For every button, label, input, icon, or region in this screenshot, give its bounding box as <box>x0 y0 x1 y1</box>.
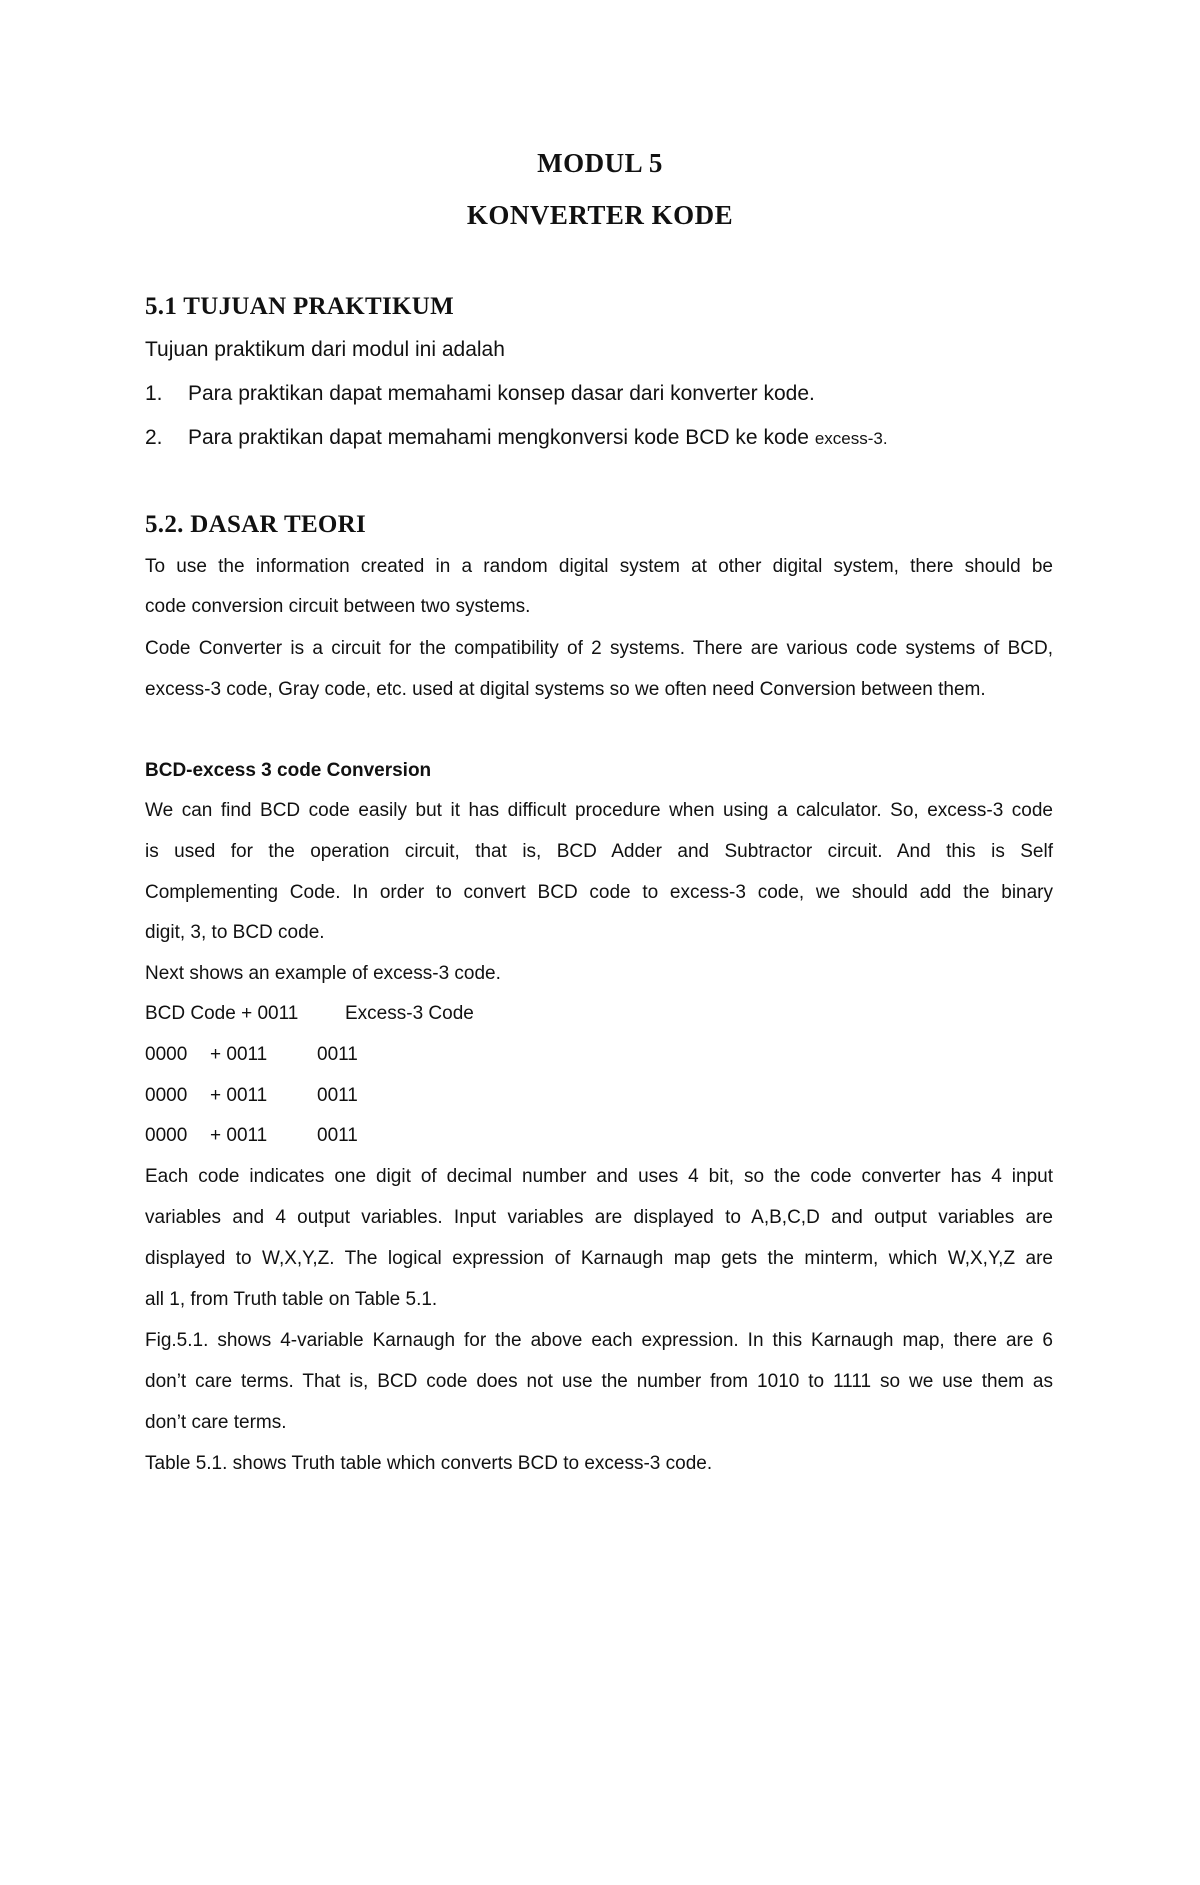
table-cell: 0000 <box>145 1085 188 1106</box>
paragraph-line: excess-3 code, Gray code, etc. used at digital systems so we often need Conversion between them. <box>145 679 986 700</box>
table-header-cell: Excess-3 Code <box>345 1003 474 1024</box>
table-cell: 0000 <box>145 1044 188 1065</box>
table-cell: + 0011 <box>210 1085 268 1106</box>
table-cell: 0011 <box>317 1044 358 1065</box>
list-item-number: 1. <box>145 382 163 405</box>
paragraph-line: We can find BCD code easily but it has difficult procedure when using a calculator. So, excess-3 code <box>145 800 1053 821</box>
paragraph-line: Complementing Code. In order to convert BCD code to excess-3 code, we should add the binary <box>145 882 1053 903</box>
list-item-suffix: excess-3. <box>814 429 888 448</box>
table-cell: 0000 <box>145 1125 188 1146</box>
list-item <box>145 426 888 450</box>
paragraph-line: To use the information created in a random digital system at other digital system, there should be <box>145 556 1053 577</box>
paragraph-line: don’t care terms. That is, BCD code does not use the number from 1010 to 1111 so we use them as <box>145 1371 1053 1392</box>
module-title: MODUL 5 <box>537 148 663 178</box>
paragraph-line: variables and 4 output variables. Input variables are displayed to A,B,C,D and output variables are <box>145 1207 1053 1228</box>
paragraph-line: digit, 3, to BCD code. <box>145 922 325 943</box>
section-heading-dasar-teori: 5.2. DASAR TEORI <box>145 511 367 538</box>
table-header-cell: BCD Code + 0011 <box>145 1003 299 1024</box>
list-item <box>145 382 815 406</box>
paragraph-line: don’t care terms. <box>145 1412 287 1433</box>
subheading-bcd-excess3: BCD-excess 3 code Conversion <box>145 760 432 781</box>
list-item-text: Para praktikan dapat memahami konsep dasar dari konverter kode. <box>188 382 815 405</box>
section-heading-tujuan: 5.1 TUJUAN PRAKTIKUM <box>145 293 455 320</box>
paragraph-line: Fig.5.1. shows 4-variable Karnaugh for the above each expression. In this Karnaugh map, there are 6 <box>145 1330 1053 1351</box>
section-intro: Tujuan praktikum dari modul ini adalah <box>145 338 505 361</box>
table-cell: + 0011 <box>210 1125 268 1146</box>
list-item-text: Para praktikan dapat memahami mengkonversi kode BCD ke kode <box>188 426 815 449</box>
paragraph-line: Each code indicates one digit of decimal number and uses 4 bit, so the code converter has 4 input <box>145 1166 1053 1187</box>
paragraph-line: Table 5.1. shows Truth table which converts BCD to excess-3 code. <box>145 1453 713 1474</box>
paragraph-line: code conversion circuit between two systems. <box>145 596 531 617</box>
list-item-number: 2. <box>145 426 163 449</box>
table-cell: 0011 <box>317 1125 358 1146</box>
paragraph-line: displayed to W,X,Y,Z. The logical expression of Karnaugh map gets the minterm, which W,X,Y,Z are <box>145 1248 1053 1269</box>
table-cell: 0011 <box>317 1085 358 1106</box>
paragraph-line: Code Converter is a circuit for the compatibility of 2 systems. There are various code systems of BCD, <box>145 638 1053 659</box>
paragraph-line: is used for the operation circuit, that is, BCD Adder and Subtractor circuit. And this is Self <box>145 841 1053 862</box>
table-cell: + 0011 <box>210 1044 268 1065</box>
module-subtitle: KONVERTER KODE <box>466 200 734 230</box>
paragraph-line: all 1, from Truth table on Table 5.1. <box>145 1289 438 1310</box>
example-intro: Next shows an example of excess-3 code. <box>145 963 501 984</box>
